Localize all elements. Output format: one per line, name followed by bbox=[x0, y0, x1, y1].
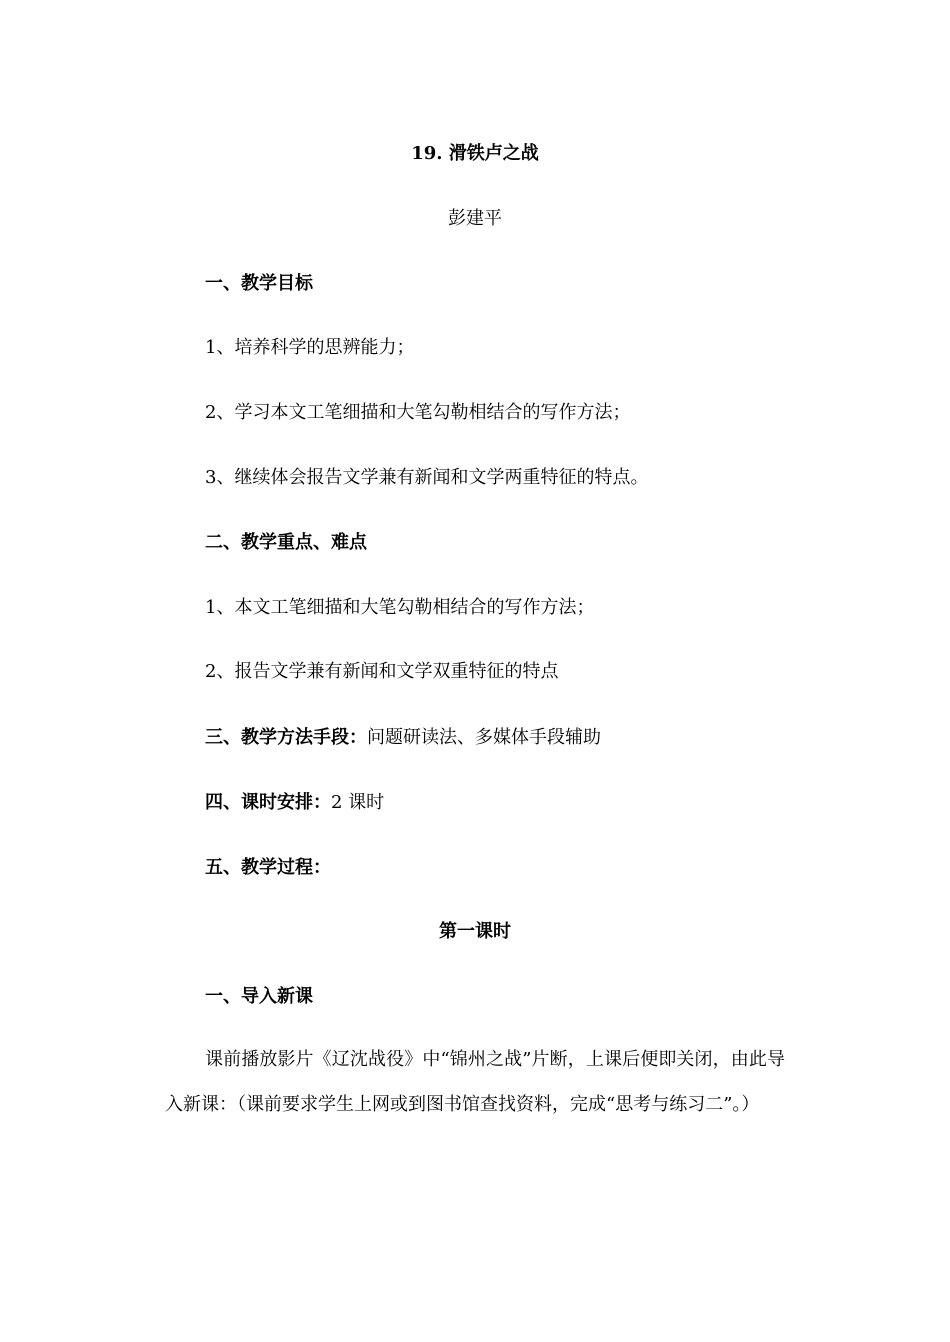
objective-item: 3、继续体会报告文学兼有新闻和文学两重特征的特点。 bbox=[205, 467, 649, 488]
document-title: 19. 滑铁卢之战 bbox=[411, 143, 539, 164]
key-point-item: 1、本文工笔细描和大笔勾勒相结合的写作方法； bbox=[205, 597, 595, 618]
methods-value: 问题研读法、多媒体手段辅助 bbox=[367, 727, 601, 748]
key-point-item: 2、报告文学兼有新闻和文学双重特征的特点 bbox=[205, 661, 559, 682]
schedule-line bbox=[205, 791, 384, 815]
methods-line bbox=[205, 726, 601, 750]
lesson-heading: 第一课时 bbox=[439, 921, 511, 942]
objective-item: 1、培养科学的思辨能力； bbox=[205, 337, 415, 358]
process-heading: 五、教学过程： bbox=[205, 857, 331, 878]
methods-label: 三、教学方法手段： bbox=[205, 727, 367, 748]
document-author: 彭建平 bbox=[448, 208, 502, 229]
key-points-heading: 二、教学重点、难点 bbox=[205, 532, 367, 553]
intro-paragraph: 课前播放影片《辽沈战役》中“锦州之战”片断，上课后便即关闭，由此导入新课：（课前要求学生上网或到图书馆查找资料，完成“思考与练习二”。） bbox=[165, 1049, 785, 1115]
objectives-heading: 一、教学目标 bbox=[205, 273, 313, 294]
objective-item: 2、学习本文工笔细描和大笔勾勒相结合的写作方法； bbox=[205, 402, 631, 423]
schedule-label: 四、课时安排： bbox=[205, 792, 331, 813]
intro-heading: 一、导入新课 bbox=[205, 986, 313, 1007]
schedule-value: 2 课时 bbox=[331, 792, 385, 813]
